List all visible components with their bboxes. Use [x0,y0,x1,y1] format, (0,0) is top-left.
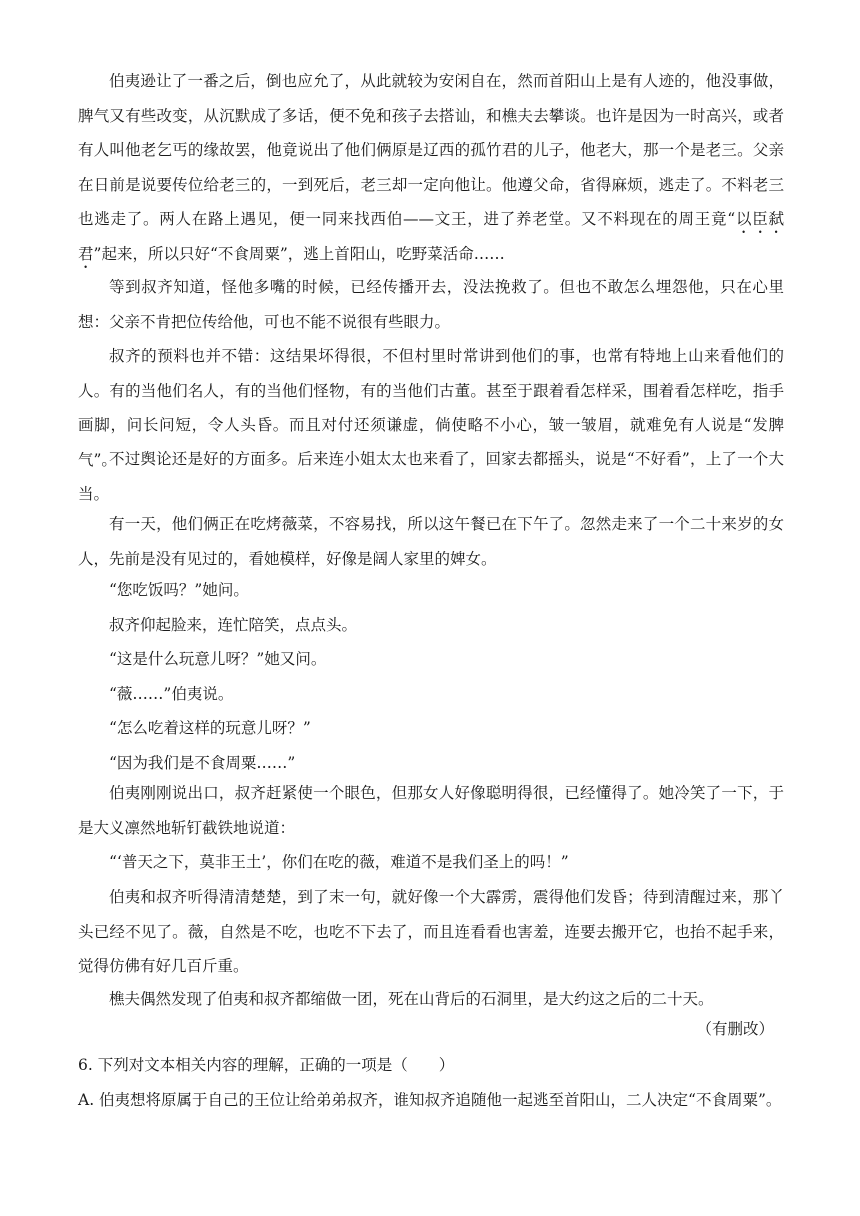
dialogue-line: “因为我们是不食周粟……” [109,753,296,772]
paragraph-text: 等到叔齐知道，怪他多嘴的时候，已经传播开去，没法挽救了。但也不敢怎么埋怨他，只在心里想：父亲不肯把位传给他，可也不能不说很有些眼力。 [78,278,784,331]
quote-line: “‘普天之下，莫非王土’，你们在吃的薇，难道不是我们圣上的吗！” [109,853,569,871]
dialogue-line: 叔齐仰起脸来，连忙陪笑，点点头。 [109,615,358,634]
paragraph-text: 伯夷逊让了一番之后，倒也应允了，从此就较为安闲自在，然而首阳山上是有人迹的，他没事做，脾气又有些改变，从沉默成了多话，便不免和孩子去搭讪，和樵夫去攀谈。也许是因为一时高兴，或者有人叫他老乞丐的缘故罢，他竟说出了他们俩原是辽西的孤竹君的儿子，他老大，那一个是老三。父亲在日前是说要传位给老三的，一到死后，老三却一定向他让。他遵父命，省得麻烦，逃走了。不料老三也逃走了。两人在路上遇见，便一同来找西伯——文王，进了养老堂。又不料现在的周王竟“ [78,72,784,228]
paragraph-text: 樵夫偶然发现了伯夷和叔齐都缩做一团，死在山背后的石洞里，是大约这之后的二十天。 [109,990,714,1008]
question-stem: 6. 下列对文本相关内容的理解，正确的一项是（ ） [78,1056,455,1074]
paragraph-text: 伯夷和叔齐听得清清楚楚，到了末一句，就好像一个大霹雳，震得他们发昏；待到清醒过来，那丫头已经不见了。薇，自然是不吃，也吃不下去了，而且连看看也害羞，连要去搬开它，也抬不起手来，觉得仿佛有好几百斤重。 [78,888,784,975]
paragraph-text: 不过舆论还是好的方面多。后来连小姐太太也来看了，回家去都摇头，说是“不好看”，上了一个大当。 [78,450,784,503]
dialogue-line: “怎么吃着这样的玩意儿呀？” [109,719,311,737]
passage-paragraph-1 [78,64,784,272]
dialogue-line: “薇……”伯夷说。 [109,684,234,703]
source-note: （有删改） [696,1020,774,1038]
dialogue-lines [78,573,784,780]
passage-paragraph-8 [78,982,784,1017]
passage-paragraph-2 [78,270,784,339]
passage-paragraph-5 [78,507,784,576]
passage-paragraph-7 [78,880,784,984]
quoted-speech [78,845,784,880]
dialogue-line: “您吃饭吗？”她问。 [109,581,249,599]
emphasized-phrase: 以臣弑君 [78,210,784,263]
passage-paragraph-6 [78,776,784,845]
dialogue-line: “这是什么玩意儿呀？”她又问。 [109,650,327,668]
passage-paragraph-4 [78,442,784,511]
answer-option-a: A. 伯夷想将原属于自己的王位让给弟弟叔齐，谁知叔齐追随他一起逃至首阳山，二人决定“不食周粟”。 [78,1091,782,1109]
paragraph-text: 叔齐的预料也并不错：这结果坏得很，不但村里时常讲到他们的事，也常有特地上山来看他们的人。有的当他们名人，有的当他们怪物，有的当他们古董。甚至于跟着看怎样采，围着看怎样吃，指手画脚，问长问短，令人头昏。而且对付还须谦虚，倘使略不小心，皱一皱眉，就难免有人说是“发脾气”。 [78,347,784,469]
paragraph-text: 伯夷刚刚说出口，叔齐赶紧使一个眼色，但那女人好像聪明得很，已经懂得了。她冷笑了一下，于是大义凛然地斩钉截铁地说道： [78,784,784,837]
paragraph-text-tail: ”起来，所以只好“不食周粟”，逃上首阳山，吃野菜活命…… [93,245,505,263]
paragraph-text: 有一天，他们俩正在吃烤薇菜，不容易找，所以这午餐已在下午了。忽然走来了一个二十来岁的女人，先前是没有见过的，看她模样，好像是阔人家里的婢女。 [78,515,784,568]
